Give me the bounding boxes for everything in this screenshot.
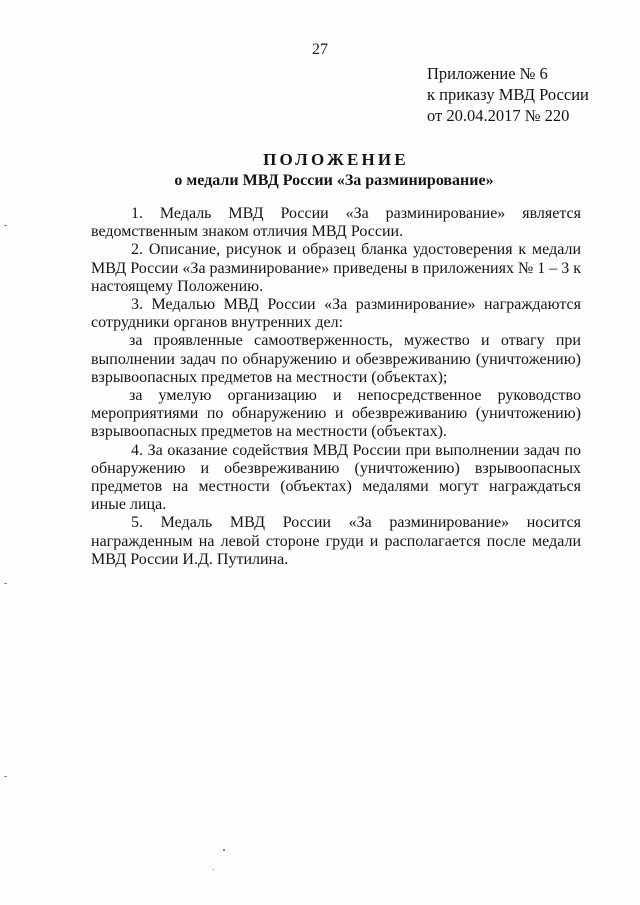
paragraph-2: 2. Описание, рисунок и образец бланка удостоверения к медали МВД России «За разминирование» приведены в приложениях № 1 – 3 к настоящему Положению.	[91, 241, 581, 295]
paragraph-5: 5. Медаль МВД России «За разминирование» носится награжденным на левой стороне груди и располагается после медали МВД России И.Д. Путилина.	[91, 514, 581, 568]
scan-speck	[4, 776, 7, 777]
appendix-line-1: Приложение № 6	[427, 64, 548, 83]
paragraph-1: 1. Медаль МВД России «За разминирование» является ведомственным знаком отличия МВД России.	[91, 205, 581, 241]
document-subtitle: о медали МВД России «За разминирование»	[174, 172, 494, 189]
document-title: ПОЛОЖЕНИЕ	[263, 150, 409, 169]
scan-speck	[4, 225, 7, 226]
appendix-line-3: от 20.04.2017 № 220	[427, 106, 570, 125]
scan-speck	[223, 849, 225, 851]
paragraph-3-item-1: за проявленные самоотверженность, мужество и отвагу при выполнении задач по обнаружению и обезвреживанию (уничтожению) взрывоопасных предметов на местности (объектах);	[91, 332, 581, 386]
page-number: 27	[312, 41, 328, 58]
scan-speck	[4, 583, 7, 584]
paragraph-3: 3. Медалью МВД России «За разминирование» награждаются сотрудники органов внутренних дел:	[91, 296, 581, 332]
paragraph-4: 4. За оказание содействия МВД России при выполнении задач по обнаружению и обезвреживанию (уничтожению) взрывоопасных предметов на местности (объектах) медалями могут награждаться иные лица.	[91, 441, 581, 514]
appendix-line-2: к приказу МВД России	[427, 85, 589, 104]
document-body	[91, 205, 581, 569]
scan-speck	[213, 869, 214, 870]
paragraph-3-item-2: за умелую организацию и непосредственное руководство мероприятиями по обнаружению и обезвреживанию (уничтожению) взрывоопасных предметов на местности (объектах).	[91, 387, 581, 441]
appendix-reference	[427, 63, 589, 126]
